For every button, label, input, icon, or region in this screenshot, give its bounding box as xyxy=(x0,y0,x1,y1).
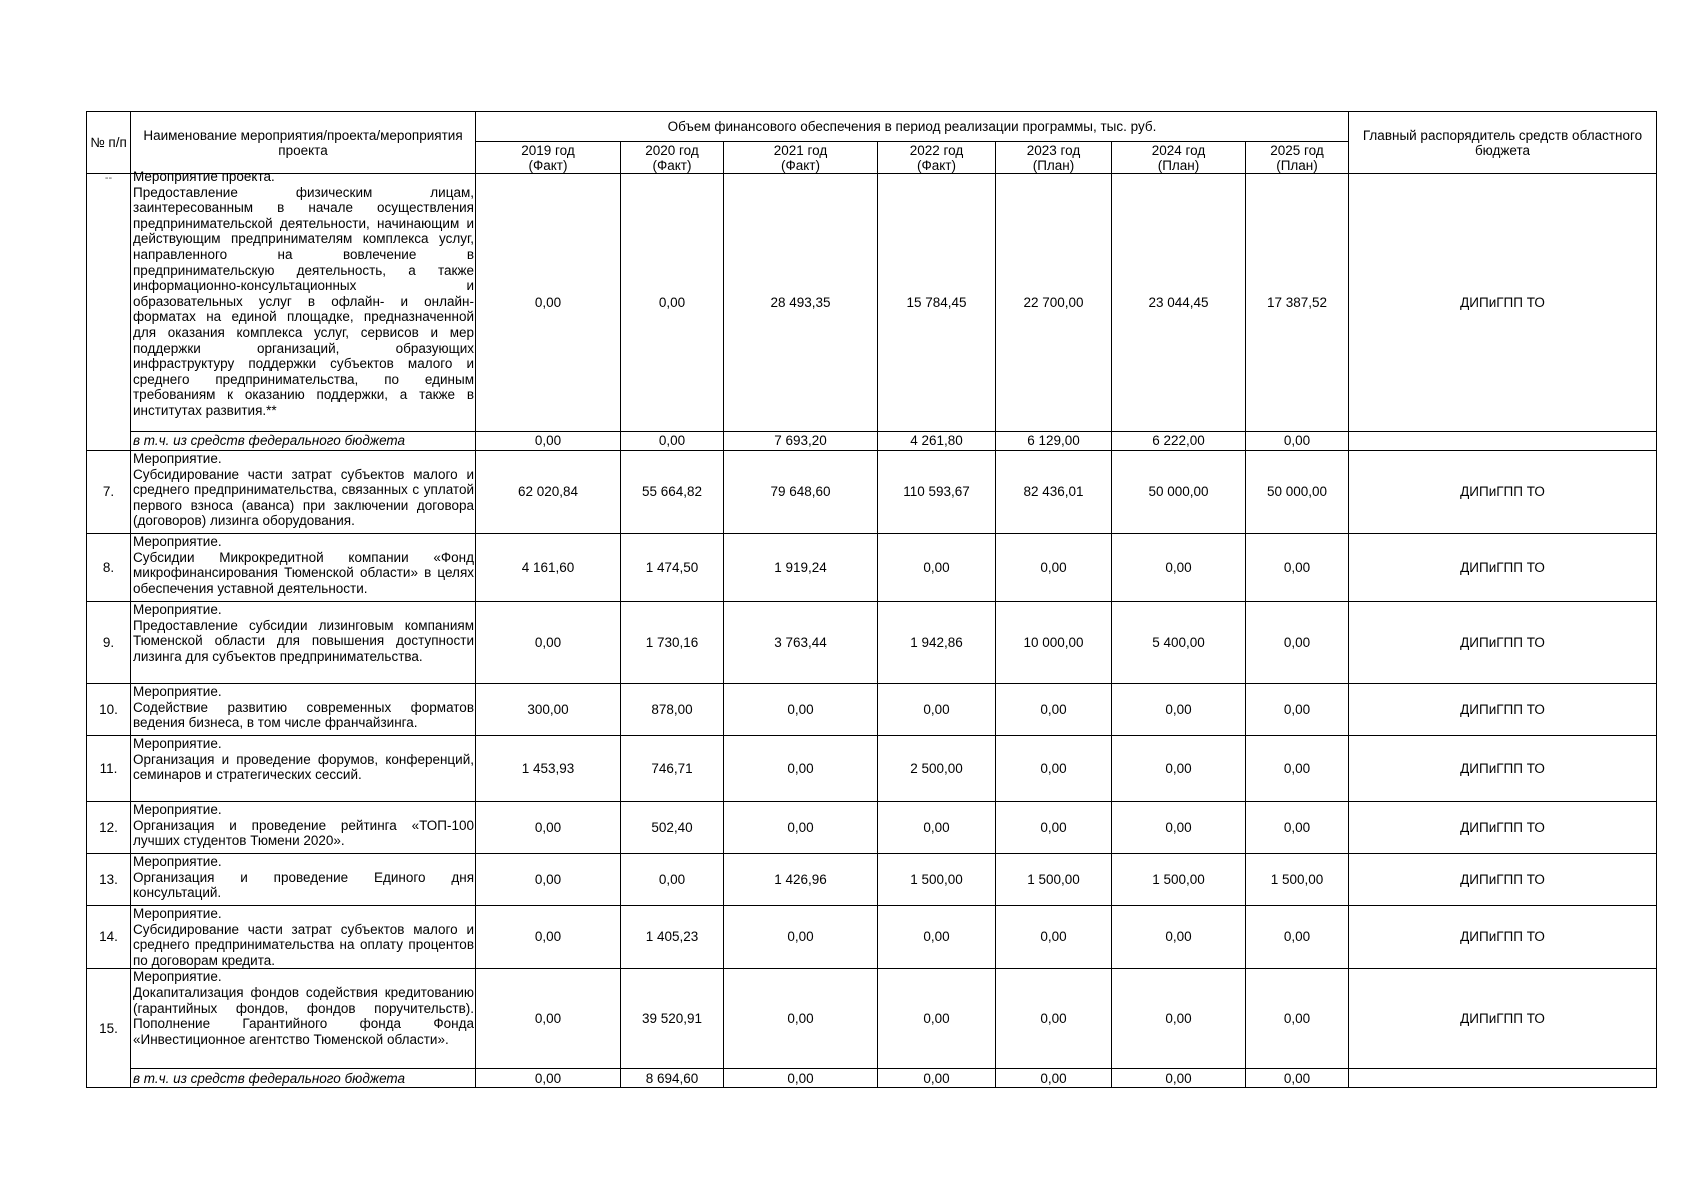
year-status: (План) xyxy=(1032,157,1075,173)
value-cell: 0,00 xyxy=(476,854,621,906)
subtotal-value: 0,00 xyxy=(1246,1069,1349,1088)
value-cell: 0,00 xyxy=(996,802,1112,854)
manager-cell: ДИПиГПП ТО xyxy=(1349,969,1657,1069)
row-kind: Мероприятие. xyxy=(133,736,222,751)
value-cell: 1 453,93 xyxy=(476,736,621,802)
value-cell: 0,00 xyxy=(476,602,621,684)
row-number: 12. xyxy=(87,802,131,854)
value-cell: 23 044,45 xyxy=(1112,174,1246,432)
manager-cell: ДИПиГПП ТО xyxy=(1349,736,1657,802)
value-cell: 1 919,24 xyxy=(724,534,878,602)
table-row xyxy=(87,174,1657,432)
manager-cell: ДИПиГПП ТО xyxy=(1349,854,1657,906)
value-cell: 1 730,16 xyxy=(621,602,724,684)
value-cell: 0,00 xyxy=(878,969,996,1069)
value-cell: 0,00 xyxy=(1112,736,1246,802)
row-number: 13. xyxy=(87,854,131,906)
row-name xyxy=(131,534,476,602)
value-cell: 1 500,00 xyxy=(878,854,996,906)
value-cell: 15 784,45 xyxy=(878,174,996,432)
table-row xyxy=(87,736,1657,802)
value-cell: 0,00 xyxy=(878,534,996,602)
subtotal-manager-empty xyxy=(1349,432,1657,451)
year-label: 2022 год xyxy=(909,142,964,158)
row-name xyxy=(131,451,476,534)
row-kind: Мероприятие. xyxy=(133,969,222,985)
subtotal-label: в т.ч. из средств федерального бюджета xyxy=(131,1069,476,1088)
table-body xyxy=(87,169,1657,1088)
subtotal-label: в т.ч. из средств федерального бюджета xyxy=(131,432,476,451)
table-row xyxy=(87,684,1657,736)
row-name xyxy=(131,854,476,906)
table-row xyxy=(87,906,1657,969)
year-label: 2019 год xyxy=(521,142,575,158)
row-kind: Мероприятие. xyxy=(133,906,222,921)
value-cell: 55 664,82 xyxy=(621,451,724,534)
row-name xyxy=(131,802,476,854)
value-cell: 0,00 xyxy=(724,736,878,802)
value-cell: 0,00 xyxy=(996,534,1112,602)
manager-cell: ДИПиГПП ТО xyxy=(1349,534,1657,602)
row-description: Организация и проведение рейтинга «ТОП-100 лучших студентов Тюмени 2020». xyxy=(133,817,474,849)
subtotal-row xyxy=(87,432,1657,451)
row-name xyxy=(131,169,476,432)
year-header xyxy=(621,142,724,174)
year-label: 2023 год xyxy=(1026,142,1081,158)
value-cell: 0,00 xyxy=(878,684,996,736)
year-status: (План) xyxy=(1157,157,1200,173)
table-row xyxy=(87,969,1657,1069)
value-cell: 4 161,60 xyxy=(476,534,621,602)
value-cell: 0,00 xyxy=(1246,802,1349,854)
row-description: Субсидирование части затрат субъектов малого и среднего предпринимательства на оплату процентов по договорам кредита. xyxy=(133,921,474,968)
subtotal-value: 7 693,20 xyxy=(724,432,878,451)
value-cell: 22 700,00 xyxy=(996,174,1112,432)
value-cell: 0,00 xyxy=(1246,602,1349,684)
value-cell: 62 020,84 xyxy=(476,451,621,534)
value-cell: 0,00 xyxy=(1112,906,1246,969)
year-header xyxy=(996,142,1112,174)
year-label: 2021 год xyxy=(773,142,828,158)
subtotal-value: 0,00 xyxy=(996,1069,1112,1088)
value-cell: 746,71 xyxy=(621,736,724,802)
value-cell: 0,00 xyxy=(1112,684,1246,736)
row-name xyxy=(131,906,476,969)
value-cell: 0,00 xyxy=(1246,684,1349,736)
value-cell: 0,00 xyxy=(476,174,621,432)
value-cell: 5 400,00 xyxy=(1112,602,1246,684)
row-kind: Мероприятие. xyxy=(133,854,222,869)
manager-cell: ДИПиГПП ТО xyxy=(1349,451,1657,534)
manager-cell: ДИПиГПП ТО xyxy=(1349,602,1657,684)
value-cell: 1 500,00 xyxy=(996,854,1112,906)
value-cell: 1 500,00 xyxy=(1112,854,1246,906)
row-description: Предоставление субсидии лизинговым компаниям Тюменской области для повышения доступности лизинга для субъектов предпринимательства. xyxy=(133,617,474,664)
subtotal-value: 4 261,80 xyxy=(878,432,996,451)
value-cell: 0,00 xyxy=(724,684,878,736)
value-cell: 0,00 xyxy=(878,802,996,854)
row-kind: Мероприятие. xyxy=(133,684,222,699)
value-cell: 1 474,50 xyxy=(621,534,724,602)
value-cell: 0,00 xyxy=(621,854,724,906)
col-num-header: № п/п xyxy=(87,112,131,174)
subtotal-value: 6 222,00 xyxy=(1112,432,1246,451)
year-header xyxy=(476,142,621,174)
row-description: Докапитализация фондов содействия кредитованию (гарантийных фондов, фондов поручительств). Пополнение Гарантийного фонда Фонда «Инвестиционное агентство Тюменской области». xyxy=(133,984,474,1047)
year-status: (Факт) xyxy=(916,157,956,173)
subtotal-value: 0,00 xyxy=(476,432,621,451)
value-cell: 0,00 xyxy=(996,684,1112,736)
row-kind: Мероприятие. xyxy=(133,534,222,549)
value-cell: 82 436,01 xyxy=(996,451,1112,534)
manager-cell: ДИПиГПП ТО xyxy=(1349,906,1657,969)
value-cell: 3 763,44 xyxy=(724,602,878,684)
row-number: 9. xyxy=(87,602,131,684)
subtotal-row xyxy=(87,1069,1657,1088)
value-cell: 502,40 xyxy=(621,802,724,854)
value-cell: 0,00 xyxy=(996,969,1112,1069)
value-cell: 10 000,00 xyxy=(996,602,1112,684)
value-cell: 0,00 xyxy=(1112,802,1246,854)
value-cell: 0,00 xyxy=(1112,534,1246,602)
row-name xyxy=(131,969,476,1069)
row-number: 15. xyxy=(87,969,131,1088)
value-cell: 1 500,00 xyxy=(1246,854,1349,906)
value-cell: 1 426,96 xyxy=(724,854,878,906)
table-row xyxy=(87,854,1657,906)
subtotal-value: 8 694,60 xyxy=(621,1069,724,1088)
value-cell: 0,00 xyxy=(724,802,878,854)
row-description: Организация и проведение Единого дня консультаций. xyxy=(133,869,474,901)
row-number: -- xyxy=(87,174,131,451)
row-description: Субсидирование части затрат субъектов малого и среднего предпринимательства, связанных с уплатой первого взноса (аванса) при заключении договора (договоров) лизинга оборудования. xyxy=(133,466,474,529)
row-number: 11. xyxy=(87,736,131,802)
value-cell: 17 387,52 xyxy=(1246,174,1349,432)
value-cell: 1 405,23 xyxy=(621,906,724,969)
row-number: 8. xyxy=(87,534,131,602)
table-row xyxy=(87,802,1657,854)
subtotal-value: 6 129,00 xyxy=(996,432,1112,451)
row-number: 14. xyxy=(87,906,131,969)
manager-cell: ДИПиГПП ТО xyxy=(1349,802,1657,854)
value-cell: 50 000,00 xyxy=(1112,451,1246,534)
funding-table xyxy=(86,111,1657,1088)
value-cell: 0,00 xyxy=(1246,969,1349,1069)
value-cell: 28 493,35 xyxy=(724,174,878,432)
subtotal-value: 0,00 xyxy=(621,432,724,451)
row-number: 10. xyxy=(87,684,131,736)
row-description: Предоставление физическим лицам, заинтересованным в начале осуществления предпринимательской деятельности, начинающим и действующим предпринимателям комплекса услуг, направленного на вовлечение в предпринимательскую деятельность, а также информационно-консультационных и образовательных услуг в офлайн- и онлайн-форматах на единой площадке, предназначенной для оказания комплекса услуг, сервисов и мер поддержки организаций, образующих инфраструктуру поддержки субъектов малого и среднего предпринимательства, по единым требованиям к оказанию поддержки, а также в институтах развития.** xyxy=(133,184,474,418)
value-cell: 0,00 xyxy=(724,969,878,1069)
value-cell: 0,00 xyxy=(1246,736,1349,802)
year-status: (Факт) xyxy=(528,157,568,173)
value-cell: 0,00 xyxy=(621,174,724,432)
value-cell: 39 520,91 xyxy=(621,969,724,1069)
value-cell: 50 000,00 xyxy=(1246,451,1349,534)
subtotal-manager-empty xyxy=(1349,1069,1657,1088)
year-label: 2024 год xyxy=(1151,142,1206,158)
value-cell: 0,00 xyxy=(1246,534,1349,602)
year-header xyxy=(1246,142,1349,174)
year-status: (Факт) xyxy=(652,157,692,173)
subtotal-value: 0,00 xyxy=(724,1069,878,1088)
value-cell: 2 500,00 xyxy=(878,736,996,802)
row-name xyxy=(131,736,476,802)
year-header xyxy=(1112,142,1246,174)
value-cell: 0,00 xyxy=(996,906,1112,969)
col-manager-header: Главный распорядитель средств областного бюджета xyxy=(1349,112,1657,174)
year-label: 2020 год xyxy=(645,142,699,158)
row-kind: Мероприятие. xyxy=(133,802,222,817)
table-header xyxy=(87,112,1657,174)
subtotal-value: 0,00 xyxy=(878,1069,996,1088)
row-description: Содействие развитию современных форматов ведения бизнеса, в том числе франчайзинга. xyxy=(133,699,474,731)
value-cell: 300,00 xyxy=(476,684,621,736)
row-kind: Мероприятие. xyxy=(133,602,222,617)
table-row xyxy=(87,451,1657,534)
value-cell: 1 942,86 xyxy=(878,602,996,684)
row-kind: Мероприятие. xyxy=(133,451,222,466)
table-row xyxy=(87,534,1657,602)
value-cell: 878,00 xyxy=(621,684,724,736)
value-cell: 0,00 xyxy=(724,906,878,969)
year-label: 2025 год xyxy=(1270,142,1324,158)
subtotal-value: 0,00 xyxy=(1112,1069,1246,1088)
col-name-header: Наименование мероприятия/проекта/мероприятия проекта xyxy=(131,112,476,174)
value-cell: 79 648,60 xyxy=(724,451,878,534)
year-header xyxy=(878,142,996,174)
value-cell: 110 593,67 xyxy=(878,451,996,534)
value-cell: 0,00 xyxy=(1112,969,1246,1069)
row-kind: Мероприятие проекта. xyxy=(133,169,275,184)
value-cell: 0,00 xyxy=(476,906,621,969)
value-cell: 0,00 xyxy=(1246,906,1349,969)
row-description: Организация и проведение форумов, конференций, семинаров и стратегических сессий. xyxy=(133,751,474,783)
col-funding-header: Объем финансового обеспечения в период реализации программы, тыс. руб. xyxy=(476,112,1349,142)
table-row xyxy=(87,602,1657,684)
year-header xyxy=(724,142,878,174)
manager-cell: ДИПиГПП ТО xyxy=(1349,684,1657,736)
year-status: (План) xyxy=(1276,157,1318,173)
value-cell: 0,00 xyxy=(878,906,996,969)
value-cell: 0,00 xyxy=(996,736,1112,802)
row-number: 7. xyxy=(87,451,131,534)
manager-cell: ДИПиГПП ТО xyxy=(1349,174,1657,432)
subtotal-value: 0,00 xyxy=(1246,432,1349,451)
row-description: Субсидии Микрокредитной компании «Фонд микрофинансирования Тюменской области» в целях обеспечения уставной деятельности. xyxy=(133,549,474,596)
value-cell: 0,00 xyxy=(476,802,621,854)
row-name xyxy=(131,602,476,684)
row-name xyxy=(131,684,476,736)
subtotal-value: 0,00 xyxy=(476,1069,621,1088)
value-cell: 0,00 xyxy=(476,969,621,1069)
year-status: (Факт) xyxy=(780,157,820,173)
